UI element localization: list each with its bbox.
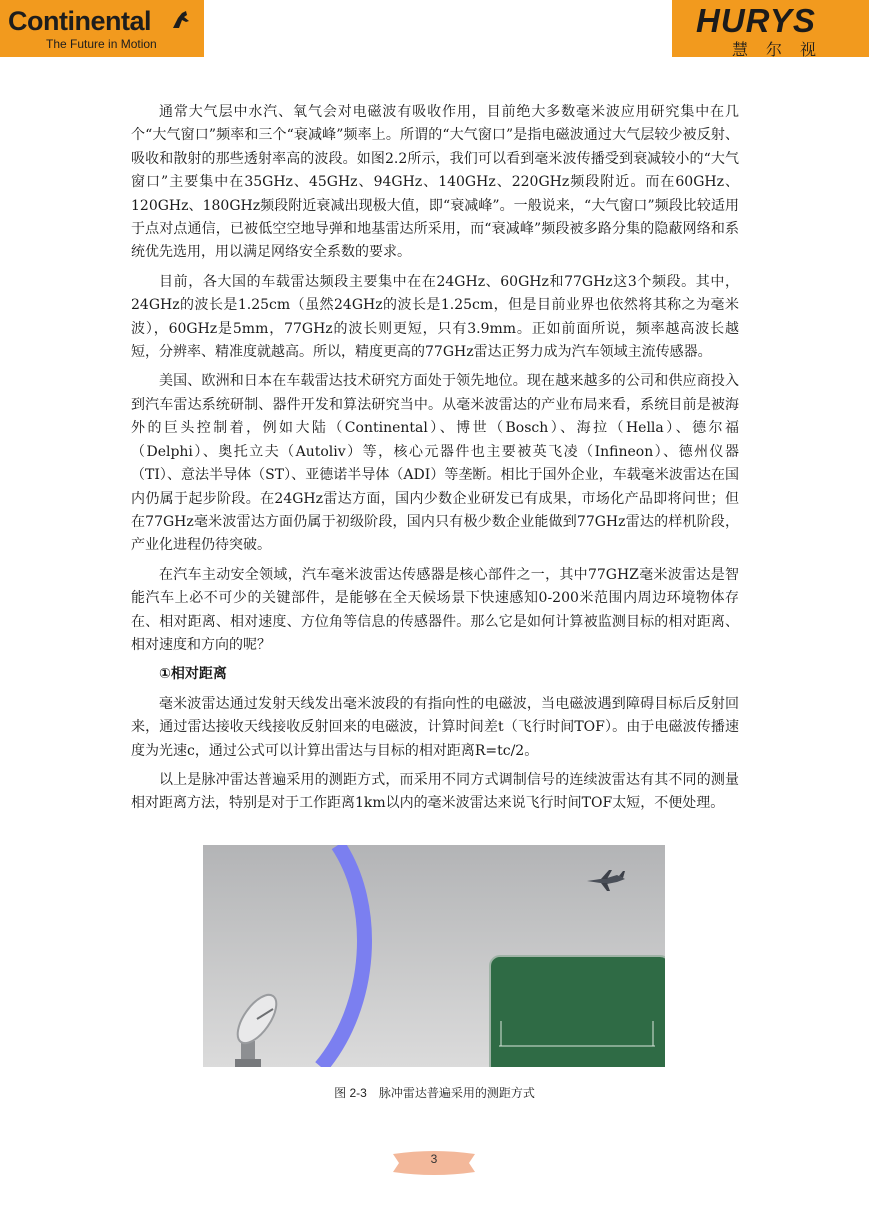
continental-logo [0, 0, 204, 57]
continental-tagline: The Future in Motion [46, 37, 157, 51]
hurys-brand: HURYS [696, 2, 816, 39]
horse-icon [170, 9, 192, 31]
paragraph: 通常大气层中水汽、氧气会对电磁波有吸收作用，目前绝大多数毫米波应用研究集中在几个“大气窗口”频率和三个“衰减峰”频率上。所谓的“大气窗口”是指电磁波通过大气层较少被反射、吸收和散射的那些透射率高的波段。如图2.2所示，我们可以看到毫米波传播受到衰减较小的“大气窗口”主要集中在35GHz、45GHz、94GHz、140GHz、220GHz频段附近。而在60GHz、120GHz、180GHz频段附近衰减出现极大值，即“衰减峰”。一般说来，“大气窗口”频段比较适用于点对点通信，已被低空空地导弹和地基雷达所采用，而“衰减峰”频段被多路分集的隐蔽网络和系统优先选用，用以满足网络安全系数的要求。 [131, 104, 739, 261]
paragraph: 美国、欧洲和日本在车载雷达技术研究方面处于领先地位。现在越来越多的公司和供应商投入到汽车雷达系统研制、器件开发和算法研究当中。从毫米波雷达的产业布局来看，系统目前是被海外的巨头控制着，例如大陆（Continental）、博世（Bosch）、海拉（Hella）、德尔福（Delphi）、奥托立夫（Autoliv）等，核心元器件也主要被英飞凌（Infineon）、德州仪器（TI）、意法半导体（ST）、亚德诺半导体（ADI）等垄断。相比于国外企业，车载毫米波雷达在国内仍属于起步阶段。在24GHz雷达方面，国内少数企业研发已有成果，市场化产品即将问世；但在77GHz毫米波雷达方面仍属于初级阶段，国内只有极少数企业能做到77GHz雷达的样机阶段，产业化进程仍待突破。 [131, 373, 739, 554]
paragraph: 毫米波雷达通过发射天线发出毫米波段的有指向性的电磁波，当电磁波遇到障碍目标后反射回来，通过雷达接收天线接收反射回来的电磁波，计算时间差t（飞行时间TOF）。由于电磁波传播速度为光速c，通过公式可以计算出雷达与目标的相对距离R=tc/2。 [131, 695, 739, 759]
radar-scene [203, 845, 665, 1067]
hurys-subtitle: 慧尔视 [732, 42, 835, 59]
paragraph: 目前，各大国的车载雷达频段主要集中在在24GHz、60GHz和77GHz这3个频段。其中，24GHz的波长是1.25cm（虽然24GHz的波长是1.25cm，但是目前业界也依然将其称之为毫米波），60GHz是5mm，77GHz的波长则更短，只有3.9mm。正如前面所说，频率越高波长越短，分辨率、精准度就越高。所以，精度更高的77GHz雷达正努力成为汽车领域主流传感器。 [131, 273, 739, 361]
continental-brand: Continental [8, 6, 151, 36]
article-body [131, 101, 739, 822]
oscilloscope-screen [490, 956, 665, 1067]
radar-illustration [203, 845, 665, 1067]
paragraph: 以上是脉冲雷达普遍采用的测距方式，而采用不同方式调制信号的连续波雷达有其不同的测量相对距离方法，特别是对于工作距离1km以内的毫米波雷达来说飞行时间TOF太短，不便处理。 [131, 771, 739, 812]
figure-caption: 图 2-3 脉冲雷达普遍采用的测距方式 [334, 1086, 535, 1100]
section-heading: ①相对距离 [159, 666, 227, 683]
hurys-logo [672, 0, 869, 57]
page-number: 3 [430, 1152, 438, 1166]
paragraph: 在汽车主动安全领域，汽车毫米波雷达传感器是核心部件之一，其中77GHZ毫米波雷达是智能汽车上必不可少的关键部件，是能够在全天候场景下快速感知0-200米范围内周边环境物体存在、相对距离、相对速度、方位角等信息的传感器件。那么它是如何计算被监测目标的相对距离、相对速度和方向的呢？ [131, 566, 739, 653]
